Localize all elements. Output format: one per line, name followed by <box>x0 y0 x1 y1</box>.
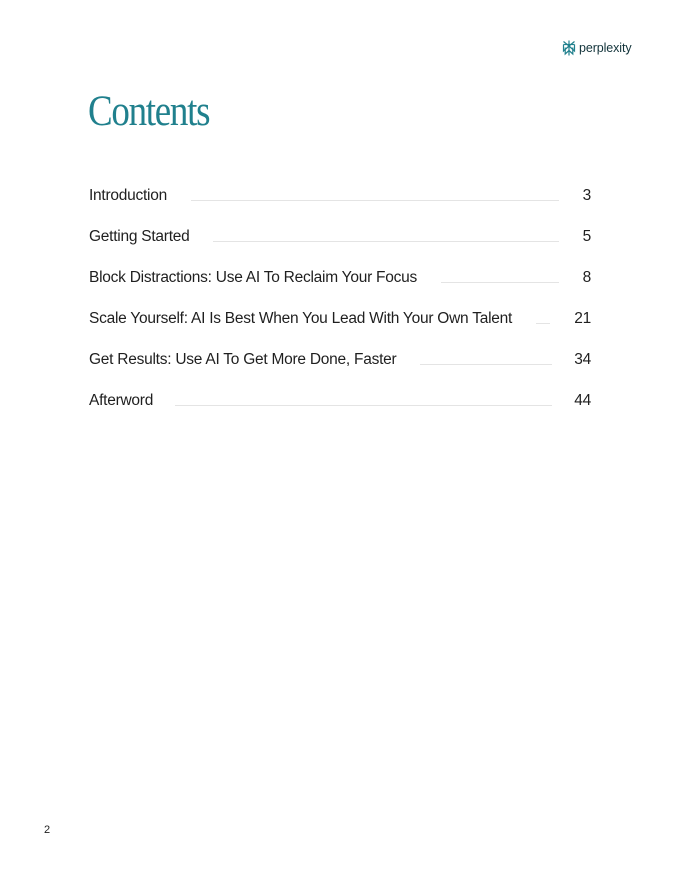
toc-entry-page: 5 <box>582 227 591 245</box>
page-title: Contents <box>88 88 210 135</box>
toc-entry-label: Getting Started <box>89 227 190 245</box>
toc-leader-line <box>441 282 559 283</box>
perplexity-logo-icon <box>562 40 576 56</box>
toc-leader-line <box>191 200 559 201</box>
toc-leader-line <box>420 364 552 365</box>
toc-entry-label: Get Results: Use AI To Get More Done, Faster <box>89 350 397 368</box>
brand-name: perplexity <box>579 41 632 55</box>
toc-entry-page: 34 <box>574 350 591 368</box>
toc-entry-introduction[interactable] <box>89 175 591 216</box>
toc-entry-label: Introduction <box>89 186 167 204</box>
toc-entry-afterword[interactable] <box>89 380 591 421</box>
toc-entry-get-results[interactable] <box>89 339 591 380</box>
toc-entry-page: 3 <box>582 186 591 204</box>
toc-entry-label: Block Distractions: Use AI To Reclaim Your Focus <box>89 268 417 286</box>
toc-entry-label: Scale Yourself: AI Is Best When You Lead With Your Own Talent <box>89 309 513 327</box>
toc-leader-line <box>536 323 550 324</box>
table-of-contents <box>89 175 591 421</box>
toc-entry-scale-yourself[interactable] <box>89 298 591 339</box>
toc-leader-line <box>175 405 552 406</box>
toc-entry-getting-started[interactable] <box>89 216 591 257</box>
toc-entry-label: Afterword <box>89 391 154 409</box>
page-number: 2 <box>44 824 51 836</box>
toc-entry-page: 44 <box>574 391 591 409</box>
brand-logo <box>562 40 632 56</box>
toc-leader-line <box>213 241 559 242</box>
toc-entry-page: 21 <box>574 309 591 327</box>
toc-entry-block-distractions[interactable] <box>89 257 591 298</box>
toc-entry-page: 8 <box>582 268 591 286</box>
